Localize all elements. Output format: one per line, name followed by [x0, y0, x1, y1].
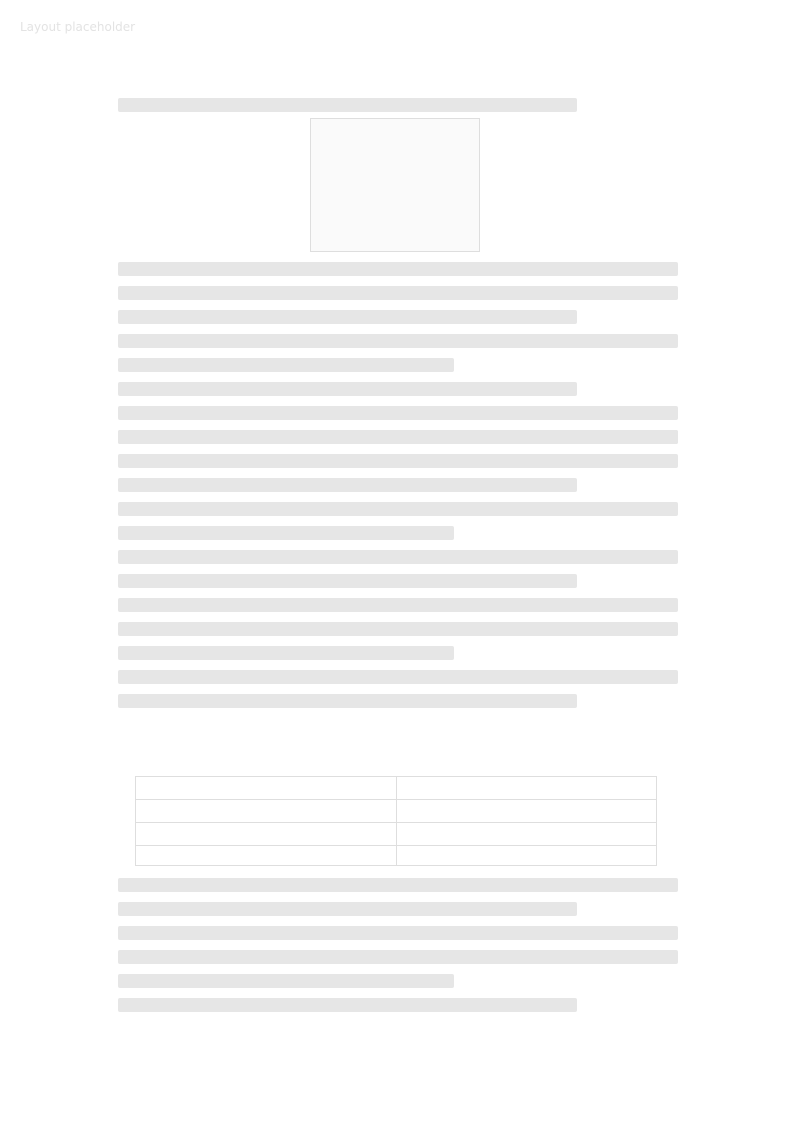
- table-divider: [396, 777, 397, 865]
- text-line: [118, 950, 678, 964]
- text-line: [118, 262, 678, 276]
- text-line: [118, 454, 678, 468]
- text-line: [118, 574, 577, 588]
- text-line: [118, 646, 454, 660]
- text-line: [118, 98, 577, 112]
- figure-placeholder: [310, 118, 480, 252]
- content-block: [118, 430, 678, 718]
- text-line: [118, 670, 678, 684]
- text-line: [118, 358, 454, 372]
- text-line: [118, 334, 678, 348]
- text-line: [118, 926, 678, 940]
- content-block: [118, 262, 678, 454]
- text-line: [118, 974, 454, 988]
- placeholder-title: Layout placeholder: [20, 20, 136, 34]
- text-line: [118, 550, 678, 564]
- text-line: [118, 406, 678, 420]
- text-line: [118, 478, 577, 492]
- text-line: [118, 694, 577, 708]
- text-line: [118, 382, 577, 396]
- text-line: [118, 878, 678, 892]
- text-line: [118, 286, 678, 300]
- text-line: [118, 902, 577, 916]
- text-line: [118, 502, 678, 516]
- text-line: [118, 598, 678, 612]
- table-placeholder: [135, 776, 657, 866]
- text-line: [118, 430, 678, 444]
- text-line: [118, 622, 678, 636]
- text-line: [118, 998, 577, 1012]
- content-block: [118, 878, 678, 1022]
- text-line: [118, 526, 454, 540]
- text-line: [118, 310, 577, 324]
